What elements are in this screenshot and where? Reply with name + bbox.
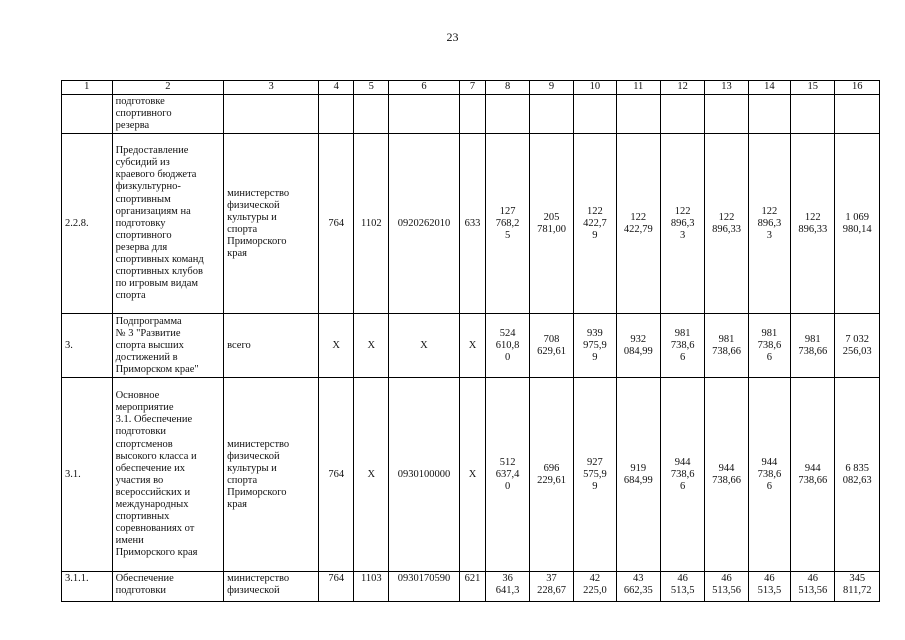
table-cell xyxy=(459,95,486,134)
table-cell: министерство физической xyxy=(224,572,319,602)
table-cell: 127 768,2 5 xyxy=(486,134,529,314)
table-cell: 944 738,6 6 xyxy=(748,378,790,572)
table-cell: X xyxy=(354,378,389,572)
table-cell: 981 738,6 6 xyxy=(748,314,790,378)
table-cell: 2.2.8. xyxy=(62,134,113,314)
column-header: 16 xyxy=(835,81,880,95)
table-cell: 0930100000 xyxy=(389,378,459,572)
table-cell: 122 422,7 9 xyxy=(574,134,616,314)
table-row xyxy=(62,572,880,602)
table-row xyxy=(62,134,880,314)
table-cell: 944 738,66 xyxy=(791,378,835,572)
table-row xyxy=(62,314,880,378)
table-cell xyxy=(529,95,573,134)
table-cell: 43 662,35 xyxy=(616,572,660,602)
table-cell: 46 513,56 xyxy=(791,572,835,602)
table-cell: всего xyxy=(224,314,319,378)
table-cell: X xyxy=(354,314,389,378)
page-number: 23 xyxy=(446,30,459,44)
table-header-row xyxy=(62,81,880,95)
table-cell: 927 575,9 9 xyxy=(574,378,616,572)
table-cell: Предоставление субсидий из краевого бюджета физкультурно- спортивным организациям на подготовку спортивного резерва для спортивных команд спортивных клубов по игровым видам спорта xyxy=(112,134,224,314)
table-cell: 0930170590 xyxy=(389,572,459,602)
table-cell: 981 738,66 xyxy=(705,314,748,378)
table-cell: 932 084,99 xyxy=(616,314,660,378)
column-header: 3 xyxy=(224,81,319,95)
table-cell: 6 835 082,63 xyxy=(835,378,880,572)
table-cell: подготовке спортивного резерва xyxy=(112,95,224,134)
table-cell xyxy=(62,95,113,134)
column-header: 4 xyxy=(319,81,354,95)
table-cell xyxy=(574,95,616,134)
table-cell: министерство физической культуры и спорта Приморского края xyxy=(224,378,319,572)
table-cell: 46 513,5 xyxy=(660,572,704,602)
column-header: 15 xyxy=(791,81,835,95)
table-cell: Обеспечение подготовки xyxy=(112,572,224,602)
table-cell: 621 xyxy=(459,572,486,602)
column-header: 13 xyxy=(705,81,748,95)
table-row xyxy=(62,378,880,572)
table-cell xyxy=(660,95,704,134)
column-header: 7 xyxy=(459,81,486,95)
column-header: 2 xyxy=(112,81,224,95)
table-cell: X xyxy=(389,314,459,378)
table-cell: министерство физической культуры и спорта Приморского края xyxy=(224,134,319,314)
table-cell: 122 896,33 xyxy=(705,134,748,314)
table-cell: 345 811,72 xyxy=(835,572,880,602)
table-cell: X xyxy=(459,378,486,572)
table-cell: 0920262010 xyxy=(389,134,459,314)
table-cell xyxy=(354,95,389,134)
table-cell xyxy=(748,95,790,134)
table-cell xyxy=(224,95,319,134)
table-cell: 3. xyxy=(62,314,113,378)
column-header: 11 xyxy=(616,81,660,95)
table-cell: 46 513,5 xyxy=(748,572,790,602)
table-row xyxy=(62,95,880,134)
table-cell: 633 xyxy=(459,134,486,314)
column-header: 9 xyxy=(529,81,573,95)
table-cell xyxy=(389,95,459,134)
table-cell xyxy=(791,95,835,134)
table-cell xyxy=(835,95,880,134)
table-cell xyxy=(486,95,529,134)
budget-table xyxy=(61,80,880,602)
table-cell: 1103 xyxy=(354,572,389,602)
table-cell: 708 629,61 xyxy=(529,314,573,378)
table-cell: 939 975,9 9 xyxy=(574,314,616,378)
table-cell: 46 513,56 xyxy=(705,572,748,602)
table-cell: 122 896,33 xyxy=(791,134,835,314)
table-cell: 36 641,3 xyxy=(486,572,529,602)
column-header: 6 xyxy=(389,81,459,95)
table-cell: 919 684,99 xyxy=(616,378,660,572)
table-cell: 512 637,4 0 xyxy=(486,378,529,572)
table-cell: 981 738,6 6 xyxy=(660,314,704,378)
table-cell: Подпрограмма № 3 "Развитие спорта высших достижений в Приморском крае" xyxy=(112,314,224,378)
table-cell: 764 xyxy=(319,378,354,572)
table-cell: 944 738,6 6 xyxy=(660,378,704,572)
table-cell: 3.1. xyxy=(62,378,113,572)
table-cell: 696 229,61 xyxy=(529,378,573,572)
table-cell: 764 xyxy=(319,134,354,314)
column-header: 8 xyxy=(486,81,529,95)
table-cell: 37 228,67 xyxy=(529,572,573,602)
table-cell xyxy=(705,95,748,134)
table-cell: 944 738,66 xyxy=(705,378,748,572)
table-cell: 122 896,3 3 xyxy=(748,134,790,314)
table-cell: 7 032 256,03 xyxy=(835,314,880,378)
table-cell: 1 069 980,14 xyxy=(835,134,880,314)
table-cell: 42 225,0 xyxy=(574,572,616,602)
column-header: 12 xyxy=(660,81,704,95)
table-cell xyxy=(319,95,354,134)
table-cell: 205 781,00 xyxy=(529,134,573,314)
column-header: 5 xyxy=(354,81,389,95)
table-cell: 981 738,66 xyxy=(791,314,835,378)
column-header: 1 xyxy=(62,81,113,95)
column-header: 14 xyxy=(748,81,790,95)
table-cell: X xyxy=(319,314,354,378)
table-cell xyxy=(616,95,660,134)
table-cell: 3.1.1. xyxy=(62,572,113,602)
table-cell: Основное мероприятие 3.1. Обеспечение подготовки спортсменов высокого класса и обеспечение их участия во всероссийских и международных спортивных соревнованиях от имени Приморского края xyxy=(112,378,224,572)
table-cell: 122 896,3 3 xyxy=(660,134,704,314)
column-header: 10 xyxy=(574,81,616,95)
table-cell: 524 610,8 0 xyxy=(486,314,529,378)
table-cell: X xyxy=(459,314,486,378)
table-cell: 764 xyxy=(319,572,354,602)
table-cell: 1102 xyxy=(354,134,389,314)
table-cell: 122 422,79 xyxy=(616,134,660,314)
